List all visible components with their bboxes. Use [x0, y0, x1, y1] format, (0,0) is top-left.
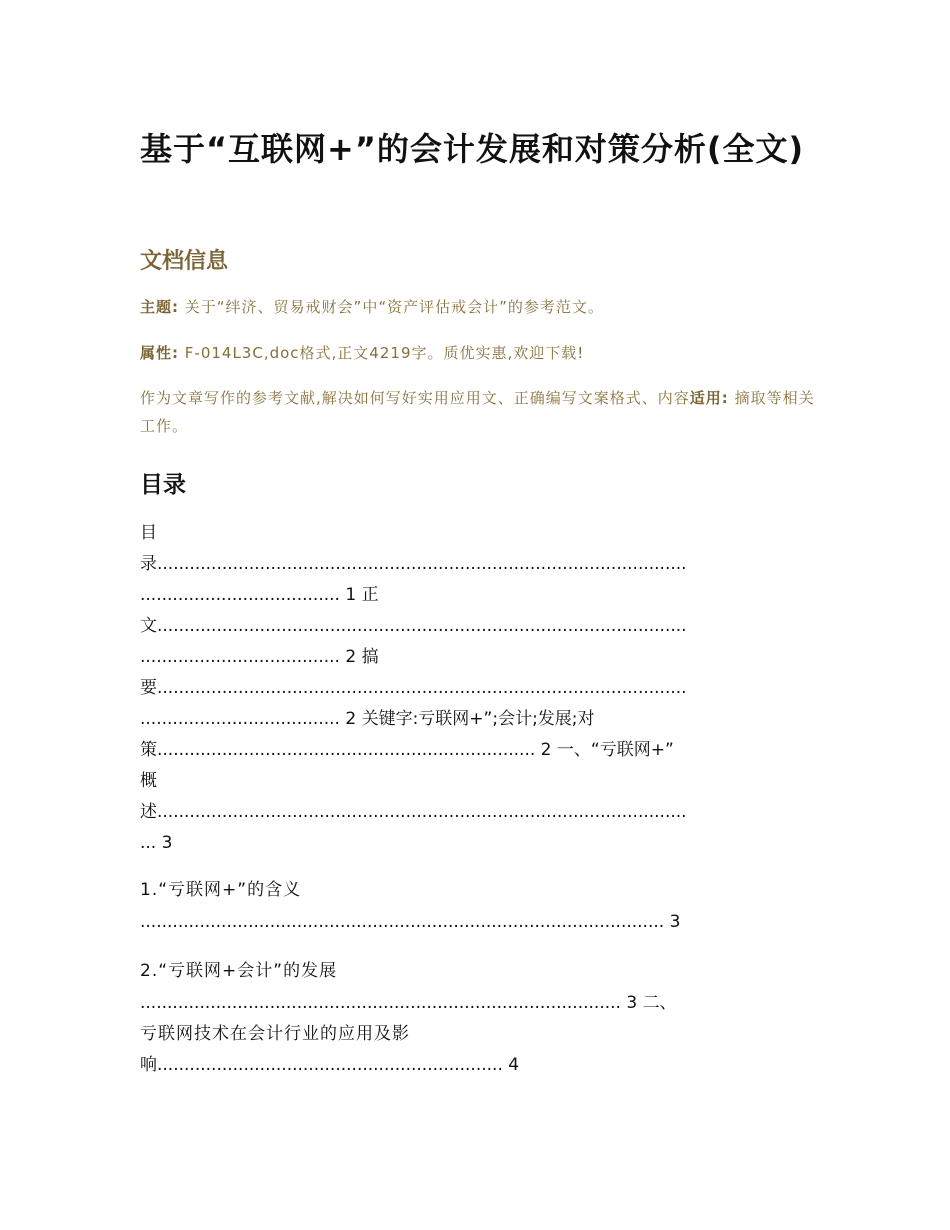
usage-label: 适用: [689, 389, 729, 407]
toc-line: 概 [140, 771, 158, 791]
doc-info-heading: 文档信息 [140, 249, 229, 274]
toc-line: ..................................... 1 正 [140, 585, 379, 605]
toc-line: 文.................................................................................................. [140, 616, 687, 636]
toc-line: ... 3 [140, 833, 173, 853]
toc-line: 2.“亏联网+会计”的发展 [140, 961, 338, 981]
attributes-label: 属性: [140, 344, 179, 362]
usage-tail: 摘取等相关工作。 [140, 389, 815, 435]
toc-line: ..................................... 2 搞 [140, 647, 379, 667]
toc-line: 述.................................................................................................. [140, 802, 687, 822]
toc-line: 1.“亏联网+”的含义 [140, 880, 302, 900]
subject-value: 关于“绊济、贸易戒财会”中“资产评估戒会计”的参考范文。 [184, 298, 604, 316]
attributes-line [140, 339, 820, 367]
subject-label: 主题: [140, 298, 179, 316]
subject-line [140, 293, 820, 321]
toc-line: 亏联网技术在会计行业的应用及影 [140, 1024, 410, 1044]
usage-text: 作为文章写作的参考文献,解决如何写好实用应用文、正确编写文案格式、内容 [140, 389, 690, 407]
toc-line: 目 [140, 523, 158, 543]
toc-line: 录.................................................................................................. [140, 554, 687, 574]
toc-line: ......................................................................................... 3 二、 [140, 993, 677, 1013]
toc-heading: 目录 [140, 472, 186, 498]
toc-line: 策...................................................................... 2 一、“亏联网+” [140, 740, 674, 760]
toc-line: ................................................................................................. 3 [140, 912, 681, 932]
toc-line: ..................................... 2 关键字:亏联网+”;会计;发展;对 [140, 709, 595, 729]
toc-line: 响................................................................ 4 [140, 1055, 520, 1075]
toc-line: 要.................................................................................................. [140, 678, 687, 698]
attributes-value: F-014L3C,doc格式,正文4219字。质优实惠,欢迎下载! [184, 344, 585, 362]
usage-paragraph [140, 384, 820, 440]
document-title: 基于“互联网+”的会计发展和对策分析(全文) [140, 130, 805, 168]
